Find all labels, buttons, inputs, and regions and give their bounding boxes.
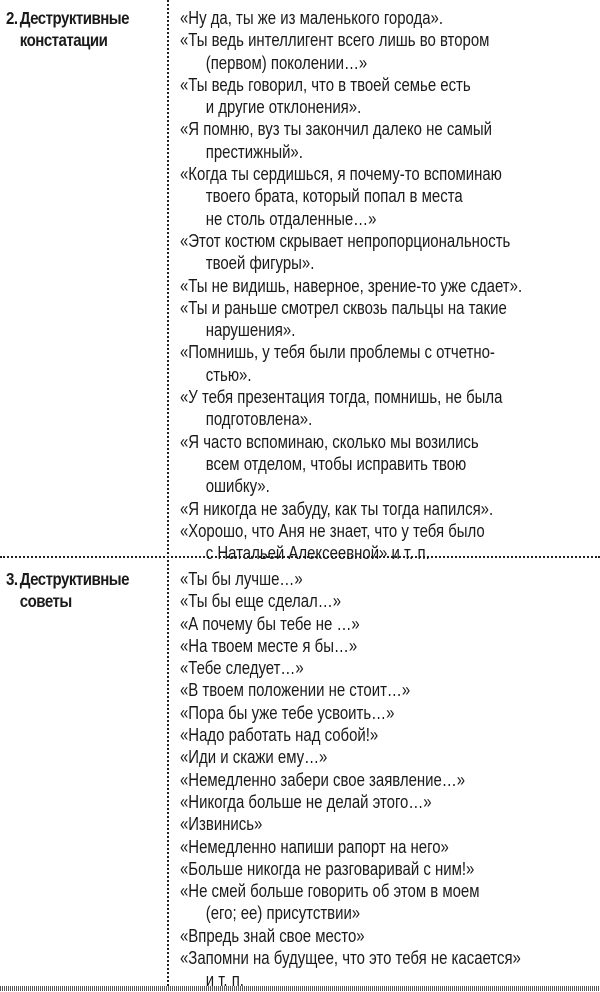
phrase-line: «Когда ты сердишься, я почему-то вспоминаю xyxy=(180,164,502,185)
phrase-item xyxy=(180,568,578,590)
phrase-item xyxy=(180,858,578,880)
phrase-item xyxy=(180,769,578,791)
phrase-item xyxy=(180,29,578,74)
phrase-continuation: и т. п. xyxy=(205,970,244,991)
phrase-continuation: подготовлена». xyxy=(205,409,313,430)
phrase-item xyxy=(180,230,578,275)
phrase-item xyxy=(180,813,578,835)
phrase-item xyxy=(180,590,578,612)
phrase-line: «Иди и скажи ему…» xyxy=(180,747,328,768)
phrase-item xyxy=(180,297,578,342)
phrase-continuation: (его; ее) присутствии» xyxy=(205,903,361,924)
phrase-item xyxy=(180,724,578,746)
phrase-item xyxy=(180,118,578,163)
column-divider xyxy=(167,0,169,986)
phrase-line: «В твоем положении не стоит…» xyxy=(180,680,411,701)
phrase-item xyxy=(180,431,578,498)
phrase-item xyxy=(180,791,578,813)
phrase-line: «Ты бы лучше…» xyxy=(180,569,303,589)
phrase-line: «Запомни на будущее, что это тебя не касается» xyxy=(180,948,521,969)
phrase-continuation: стью». xyxy=(205,364,252,385)
phrase-item xyxy=(180,947,578,992)
phrase-item xyxy=(180,702,578,724)
phrase-continuation: твоего брата, который попал в места xyxy=(205,186,463,207)
phrase-line: «Впредь знай свое место» xyxy=(180,925,365,946)
section-number: 2. xyxy=(6,8,18,28)
phrase-continuation: твоей фигуры». xyxy=(205,253,315,274)
phrase-continuation: (первом) поколении…» xyxy=(205,52,368,73)
phrase-item xyxy=(180,163,578,230)
phrase-item xyxy=(180,275,578,297)
section-title-line2: советы xyxy=(19,591,72,612)
phrase-item xyxy=(180,746,578,768)
phrase-list xyxy=(180,568,578,992)
phrase-item xyxy=(180,7,578,29)
phrase-line: «Хорошо, что Аня не знает, что у тебя было xyxy=(180,520,485,541)
section-title-line1: Деструктивные xyxy=(19,8,129,28)
section-number: 3. xyxy=(6,569,18,589)
phrase-item xyxy=(180,925,578,947)
phrase-item xyxy=(180,657,578,679)
phrase-line: «Пора бы уже тебе усвоить…» xyxy=(180,702,395,723)
phrase-line: «Я помню, вуз ты закончил далеко не самый xyxy=(180,119,492,140)
phrase-item xyxy=(180,635,578,657)
phrase-line: «Извинись» xyxy=(180,814,263,835)
phrase-continuation: нарушения». xyxy=(205,320,296,341)
phrase-continuation: всем отделом, чтобы исправить твою xyxy=(205,453,467,474)
phrase-item xyxy=(180,613,578,635)
phrase-item xyxy=(180,341,578,386)
phrase-item xyxy=(180,880,578,925)
phrase-line: «Ты бы еще сделал…» xyxy=(180,591,342,612)
phrase-item xyxy=(180,498,578,520)
phrase-line: «Ты ведь говорил, что в твоей семье есть xyxy=(180,74,471,95)
phrase-line: «Тебе следует…» xyxy=(180,658,304,679)
phrase-item xyxy=(180,74,578,119)
phrase-list xyxy=(180,7,578,564)
phrase-line: «Немедленно напиши рапорт на него» xyxy=(180,836,449,857)
phrase-line: «Никогда больше не делай этого…» xyxy=(180,791,432,812)
phrase-line: «Ты не видишь, наверное, зрение-то уже сдает». xyxy=(180,275,523,296)
phrase-line: «Я часто вспоминаю, сколько мы возились xyxy=(180,431,479,452)
section-title-line1: Деструктивные xyxy=(19,569,129,589)
phrase-line: «Надо работать над собой!» xyxy=(180,725,379,746)
phrase-line: «На твоем месте я бы…» xyxy=(180,635,358,656)
phrase-line: «Ты и раньше смотрел сквозь пальцы на такие xyxy=(180,297,507,318)
phrase-line: «Я никогда не забуду, как ты тогда напился». xyxy=(180,498,494,519)
section-title xyxy=(6,568,142,613)
section-title-line2: констатации xyxy=(19,30,108,51)
phrase-line: «Ну да, ты же из маленького города». xyxy=(180,8,444,28)
phrase-continuation: и другие отклонения». xyxy=(205,97,362,118)
phrase-continuation: ошибку». xyxy=(205,476,270,497)
phrase-line: «У тебя презентация тогда, помнишь, не была xyxy=(180,387,503,408)
phrase-line: «А почему бы тебе не …» xyxy=(180,613,360,634)
phrase-line: «Помнишь, у тебя были проблемы с отчетно- xyxy=(180,342,495,363)
phrase-continuation: с Натальей Алексеевной» и т. п. xyxy=(205,543,430,564)
section-title xyxy=(6,7,142,52)
phrase-line: «Ты ведь интеллигент всего лишь во втором xyxy=(180,30,490,51)
phrase-continuation: не столь отдаленные…» xyxy=(205,208,377,229)
phrase-line: «Этот костюм скрывает непропорциональность xyxy=(180,230,511,251)
phrase-item xyxy=(180,836,578,858)
phrase-line: «Немедленно забери свое заявление…» xyxy=(180,769,466,790)
phrase-item xyxy=(180,520,578,565)
phrase-line: «Больше никогда не разговаривай с ним!» xyxy=(180,858,475,879)
phrase-item xyxy=(180,679,578,701)
phrase-item xyxy=(180,386,578,431)
phrase-continuation: престижный». xyxy=(205,141,303,162)
phrase-line: «Не смей больше говорить об этом в моем xyxy=(180,881,480,902)
